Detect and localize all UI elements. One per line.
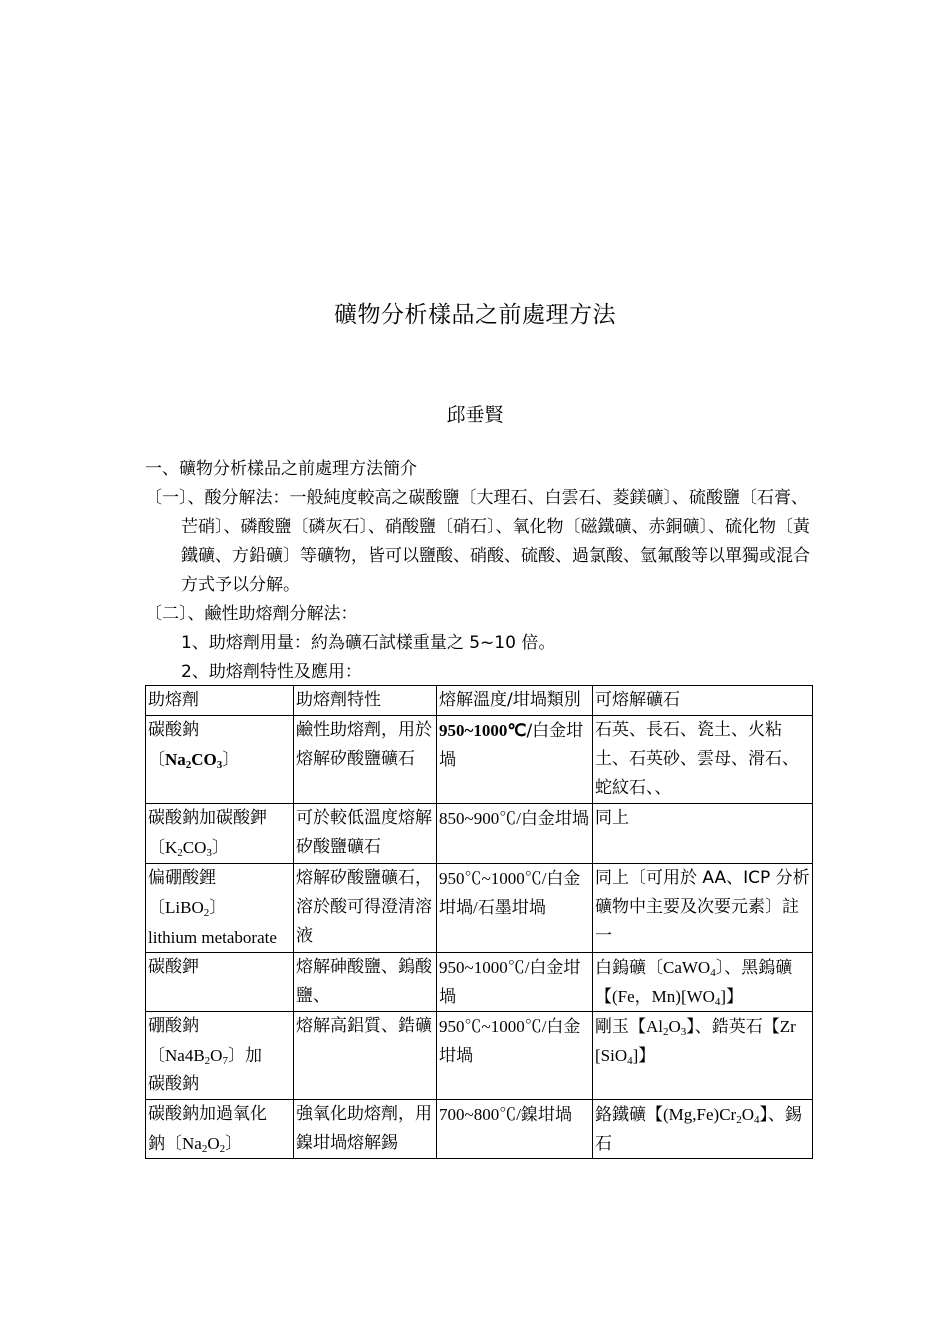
property-cell: 強氧化助熔劑，用鎳坩堝熔解錫 [294,1100,437,1159]
flux-name: 碳酸鈉加碳酸鉀 [148,808,267,828]
flux-english-name: lithium metaborate [148,928,277,947]
minerals-cell: 石英、長石、瓷土、火粘土、石英砂、雲母、滑石、蛇紋石、、 [593,716,813,804]
flux-amount-item: 1、助熔劑用量：約為礦石試樣重量之 5~10 倍。 [181,633,556,653]
temp-cell: 850~900℃/白金坩堝 [437,804,593,864]
flux-table [145,685,813,1159]
temp-cell: 950℃~1000℃/白金坩堝 [437,1012,593,1100]
header-property: 助熔劑特性 [294,686,437,716]
section-intro [145,455,817,687]
flux-name: 碳酸鉀 [148,957,199,977]
table-row [146,716,813,804]
table-row [146,804,813,864]
property-cell: 可於較低溫度熔解矽酸鹽礦石 [294,804,437,864]
property-cell: 熔解砷酸鹽、鎢酸鹽、 [294,953,437,1012]
flux-cell [146,1012,294,1100]
flux-cell [146,1100,294,1159]
flux-formula: 〔LiBO$_2$〕 [148,898,227,919]
minerals-cell: 剛玉【$Al_2O_3$】、鋯英石【Zr[SiO$_4$]】 [593,1012,813,1100]
temp-cell: 700~800℃/鎳坩堝 [437,1100,593,1159]
flux-cell [146,953,294,1012]
flux-name-suffix: 碳酸鈉 [148,1074,199,1094]
flux-formula: 〔$K_2CO_3$〕 [148,838,229,859]
temp-cell: 950~1000℃/白金坩堝 [437,953,593,1012]
temp-cell: 950℃~1000℃/白金坩堝/石墨坩堝 [437,864,593,953]
flux-cell [146,716,294,804]
flux-name: 碳酸鈉 [148,720,199,740]
minerals-cell: 鉻鐵礦【$(Mg,Fe)Cr_2O_4$】、錫石 [593,1100,813,1159]
temp-cell: 950~1000℃/白金坩堝 [437,716,593,804]
flux-cell [146,864,294,953]
header-minerals: 可熔解礦石 [593,686,813,716]
property-cell: 熔解高鋁質、鋯礦 [294,1012,437,1100]
alkaline-method-heading: 〔二〕、鹼性助熔劑分解法： [145,604,358,624]
flux-formula: 〔$Na4B_2O_7$〕加 [148,1046,262,1067]
header-temp: 熔解溫度/坩堝類別 [437,686,593,716]
table-row [146,1100,813,1159]
flux-name: 碳酸鈉加過氧化 [148,1104,267,1124]
document-title: 礦物分析樣品之前處理方法 [334,302,616,328]
flux-property-item: 2、助熔劑特性及應用： [181,662,362,682]
author-name: 邱垂賢 [446,404,504,426]
flux-name: 偏硼酸鋰 [148,868,216,888]
flux-cell [146,804,294,864]
table-row [146,864,813,953]
minerals-cell: 同上 [593,804,813,864]
minerals-cell: 同上〔可用於 AA、ICP 分析礦物中主要及次要元素〕註一 [593,864,813,953]
table-row [146,953,813,1012]
flux-name: 硼酸鈉 [148,1016,199,1036]
property-cell: 熔解矽酸鹽礦石，溶於酸可得澄清溶液 [294,864,437,953]
acid-method-paragraph: 〔一〕、酸分解法：一般純度較高之碳酸鹽〔大理石、白雲石、菱鎂礦〕、硫酸鹽〔石膏、芒硝〕、磷酸鹽〔磷灰石〕、硝酸鹽〔硝石〕、氧化物〔磁鐵礦、赤銅礦〕、硫化物〔黃鐵礦、方鉛礦〕等礦物，皆可以鹽酸、硝酸、硫酸、過氯酸、氫氟酸等以單獨或混合方式予以分解。 [145,488,810,595]
minerals-cell: 白鎢礦〔CaWO$_4$〕、黑鎢礦【(Fe，$Mn)[WO_4]$】 [593,953,813,1012]
property-cell: 鹼性助熔劑，用於熔解矽酸鹽礦石 [294,716,437,804]
flux-formula: 〔$Na_2CO_3$〕 [148,750,240,771]
table-row [146,1012,813,1100]
table-header-row [146,686,813,716]
flux-formula: 鈉〔$Na_2O_2$〕 [148,1134,243,1155]
section-heading: 一、礦物分析樣品之前處理方法簡介 [145,459,417,479]
header-flux: 助熔劑 [146,686,294,716]
